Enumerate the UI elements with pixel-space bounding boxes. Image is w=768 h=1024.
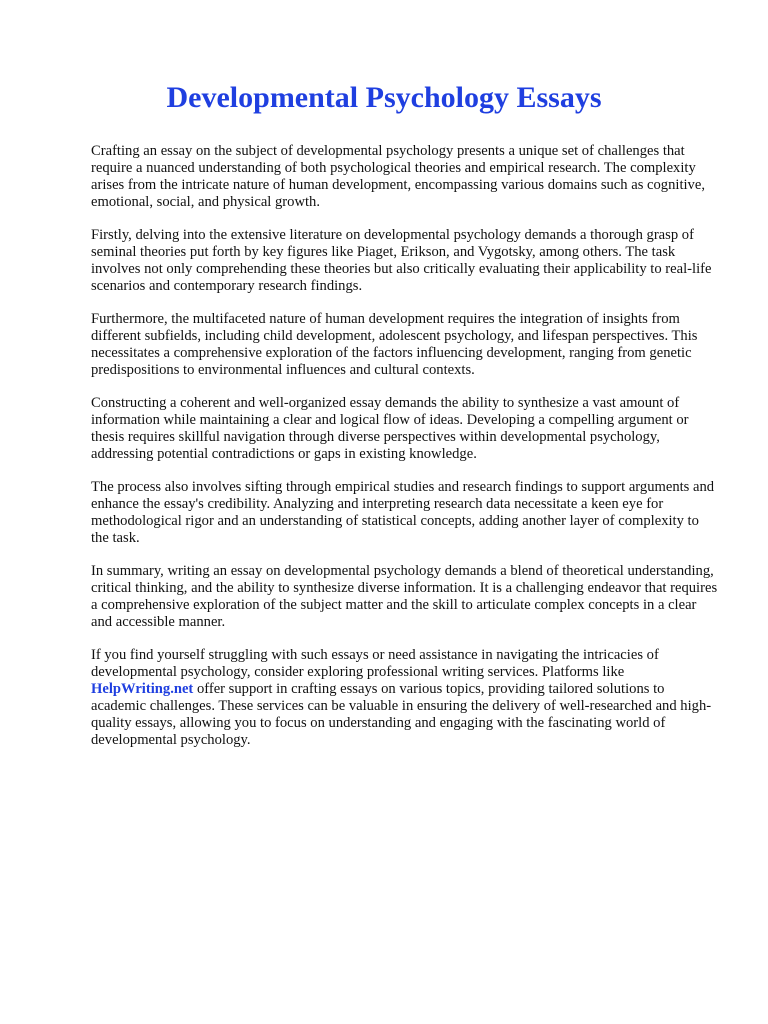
- paragraph-intro: Crafting an essay on the subject of developmental psychology presents a unique set of challenges that require a nuanced understanding of both psychological theories and empirical research. The complexity arises from the intricate nature of human development, encompassing various domains such as cognitive, emotional, social, and physical growth.: [91, 143, 705, 210]
- paragraph-summary: In summary, writing an essay on developmental psychology demands a blend of theoretical understanding, critical thinking, and the ability to synthesize diverse information. It is a challenging endeavor that requires a comprehensive exploration of the subject matter and the skill to articulate complex concepts in a clear and accessible manner.: [91, 563, 718, 630]
- paragraph-theories: Firstly, delving into the extensive literature on developmental psychology demands a thorough grasp of seminal theories put forth by key figures like Piaget, Erikson, and Vygotsky, among others. The task involves not only comprehending these theories but also critically evaluating their applicability to real-life scenarios and contemporary research findings.: [91, 227, 712, 294]
- paragraph-synthesis: Constructing a coherent and well-organized essay demands the ability to synthesize a vast amount of information while maintaining a clear and logical flow of ideas. Developing a compelling argument or thesis requires skillful navigation through diverse perspectives within developmental psychology, addressing potential contradictions or gaps in existing knowledge.: [91, 395, 689, 462]
- paragraph-research: The process also involves sifting through empirical studies and research findings to support arguments and enhance the essay's credibility. Analyzing and interpreting research data necessitate a keen eye for methodological rigor and an understanding of statistical concepts, adding another layer of complexity to the task.: [91, 479, 715, 546]
- helpwriting-link[interactable]: HelpWriting.net: [91, 681, 194, 697]
- services-text-before-link: If you find yourself struggling with such essays or need assistance in navigating the intricacies of developmental psychology, consider exploring professional writing services. Platforms like: [91, 647, 659, 680]
- services-text-after-link: offer support in crafting essays on various topics, providing tailored solutions to academic challenges. These services can be valuable in ensuring the delivery of well-researched and high-quality essays, allowing you to focus on understanding and engaging with the fascinating world of developmental psychology.: [91, 681, 712, 748]
- document-body: [91, 143, 719, 765]
- paragraph-subfields: Furthermore, the multifaceted nature of human development requires the integration of insights from different subfields, including child development, adolescent psychology, and lifespan perspectives. This necessitates a comprehensive exploration of the factors influencing development, ranging from genetic predispositions to environmental influences and cultural contexts.: [91, 311, 698, 378]
- paragraph-services: [91, 647, 719, 749]
- page-title: Developmental Psychology Essays: [166, 81, 602, 114]
